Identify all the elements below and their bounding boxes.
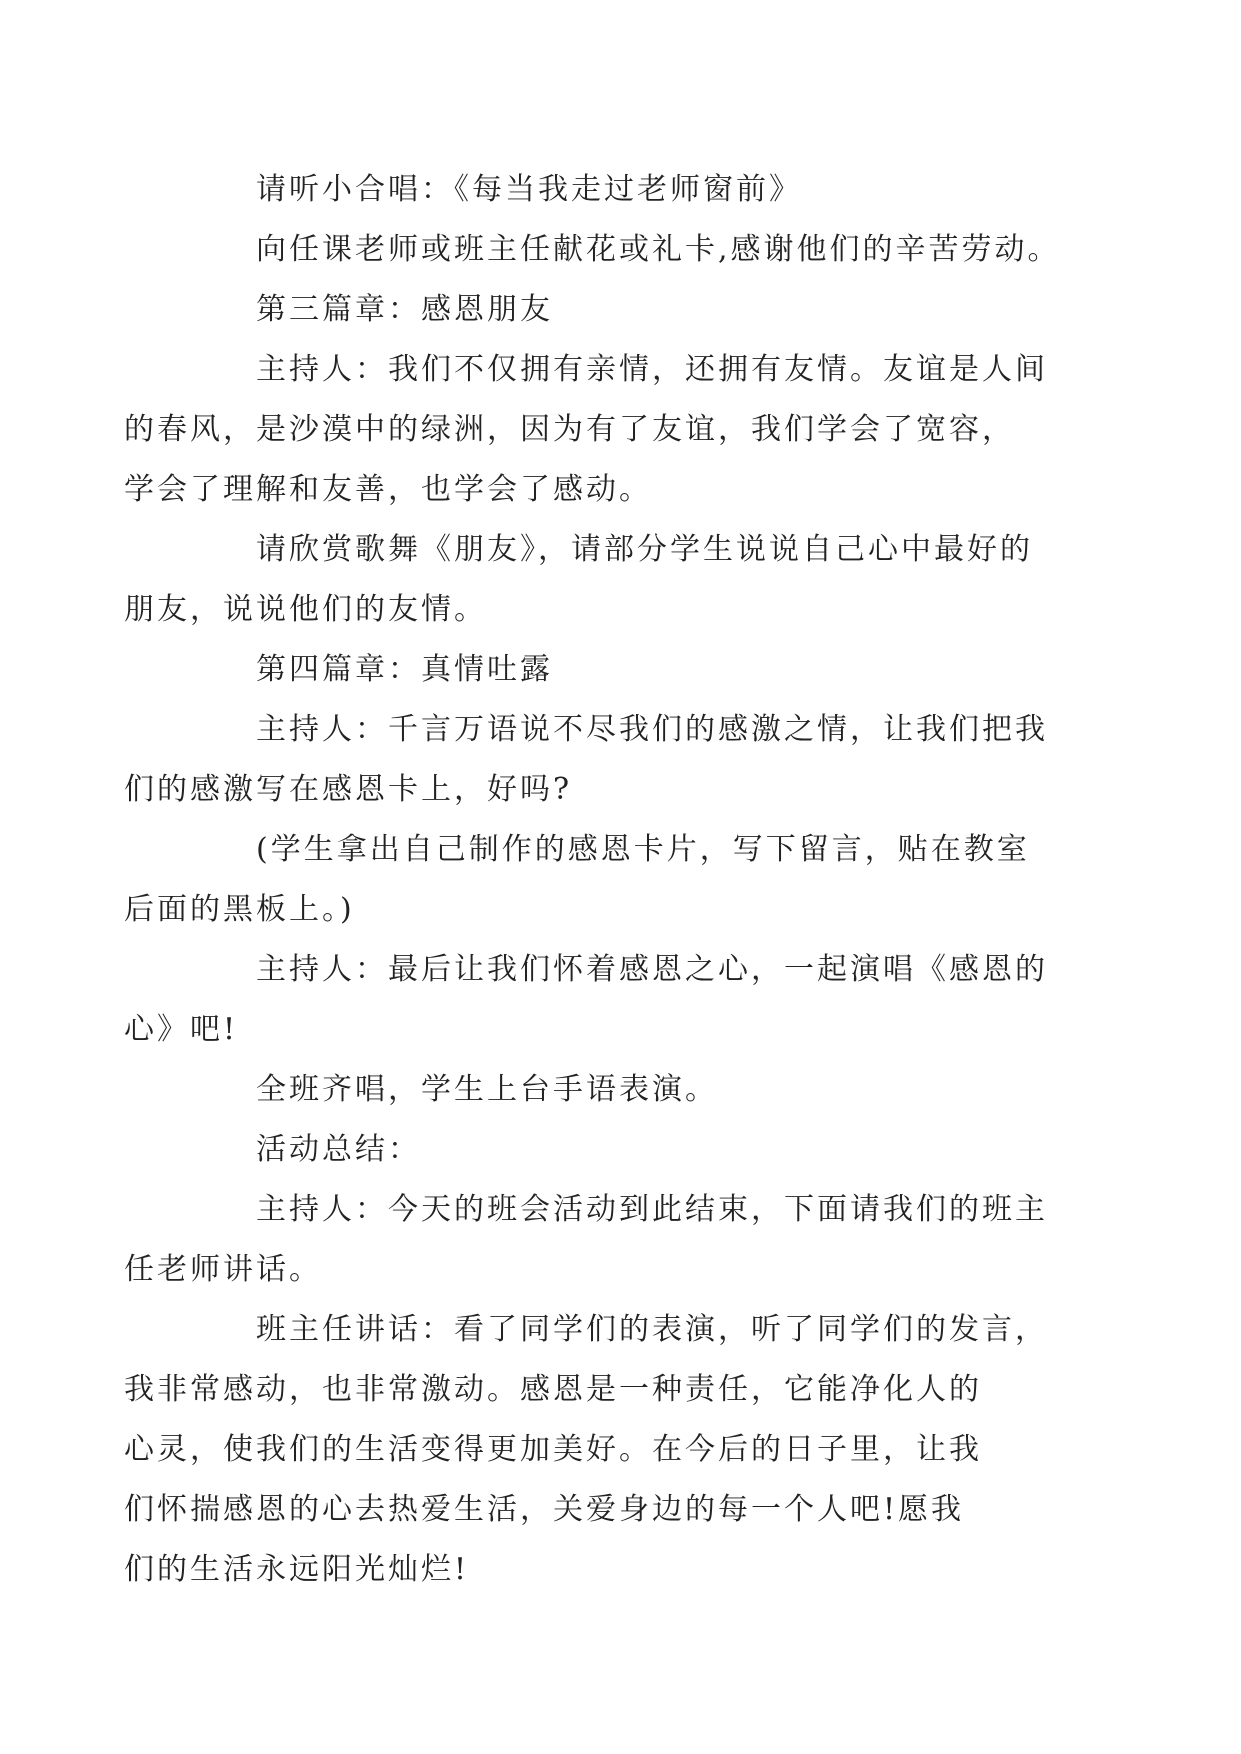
text-line: 请听小合唱：《每当我走过老师窗前》 <box>256 172 802 207</box>
paragraph <box>124 1300 1070 1600</box>
paragraph <box>190 160 1070 220</box>
text-line: 全班齐唱，学生上台手语表演。 <box>256 1072 718 1107</box>
text-line: 第四篇章：真情吐露 <box>256 652 553 687</box>
text-line: (学生拿出自己制作的感恩卡片，写下留言，贴在教室 <box>256 832 1030 867</box>
paragraph <box>190 1060 1070 1120</box>
paragraph <box>190 220 1070 280</box>
text-line: 们的感激写在感恩卡上，好吗? <box>124 772 573 807</box>
text-line: 向任课老师或班主任献花或礼卡,感谢他们的辛苦劳动。 <box>256 232 1061 267</box>
paragraph <box>124 520 1070 640</box>
paragraph <box>124 340 1070 520</box>
text-line: 后面的黑板上。) <box>124 892 355 927</box>
paragraph <box>124 940 1070 1060</box>
paragraph <box>190 280 1070 340</box>
paragraph <box>124 700 1070 820</box>
text-line: 主持人：我们不仅拥有亲情，还拥有友情。友谊是人间 <box>256 352 1048 387</box>
text-line: 主持人：今天的班会活动到此结束，下面请我们的班主 <box>256 1192 1048 1227</box>
text-line: 第三篇章：感恩朋友 <box>256 292 553 327</box>
text-line: 主持人：千言万语说不尽我们的感激之情，让我们把我 <box>256 712 1048 747</box>
document-body <box>124 160 1070 1600</box>
text-line: 班主任讲话：看了同学们的表演，听了同学们的发言， <box>256 1312 1048 1347</box>
paragraph <box>190 1120 1070 1180</box>
text-line: 主持人：最后让我们怀着感恩之心，一起演唱《感恩的 <box>256 952 1048 987</box>
paragraph <box>124 820 1070 940</box>
text-line: 任老师讲话。 <box>124 1252 322 1287</box>
text-line: 朋友，说说他们的友情。 <box>124 592 487 627</box>
text-line: 我非常感动，也非常激动。感恩是一种责任，它能净化人的 <box>124 1372 982 1407</box>
text-line: 们的生活永远阳光灿烂! <box>124 1552 470 1587</box>
paragraph <box>124 1180 1070 1300</box>
text-line: 心》吧! <box>124 1012 239 1047</box>
text-line: 们怀揣感恩的心去热爱生活，关爱身边的每一个人吧!愿我 <box>124 1492 965 1527</box>
text-line: 请欣赏歌舞《朋友》，请部分学生说说自己心中最好的 <box>256 532 1033 567</box>
text-line: 的春风，是沙漠中的绿洲，因为有了友谊，我们学会了宽容， <box>124 412 1015 447</box>
text-line: 心灵，使我们的生活变得更加美好。在今后的日子里，让我 <box>124 1432 982 1467</box>
paragraph <box>190 640 1070 700</box>
text-line: 学会了理解和友善，也学会了感动。 <box>124 472 652 507</box>
text-line: 活动总结： <box>256 1132 421 1167</box>
